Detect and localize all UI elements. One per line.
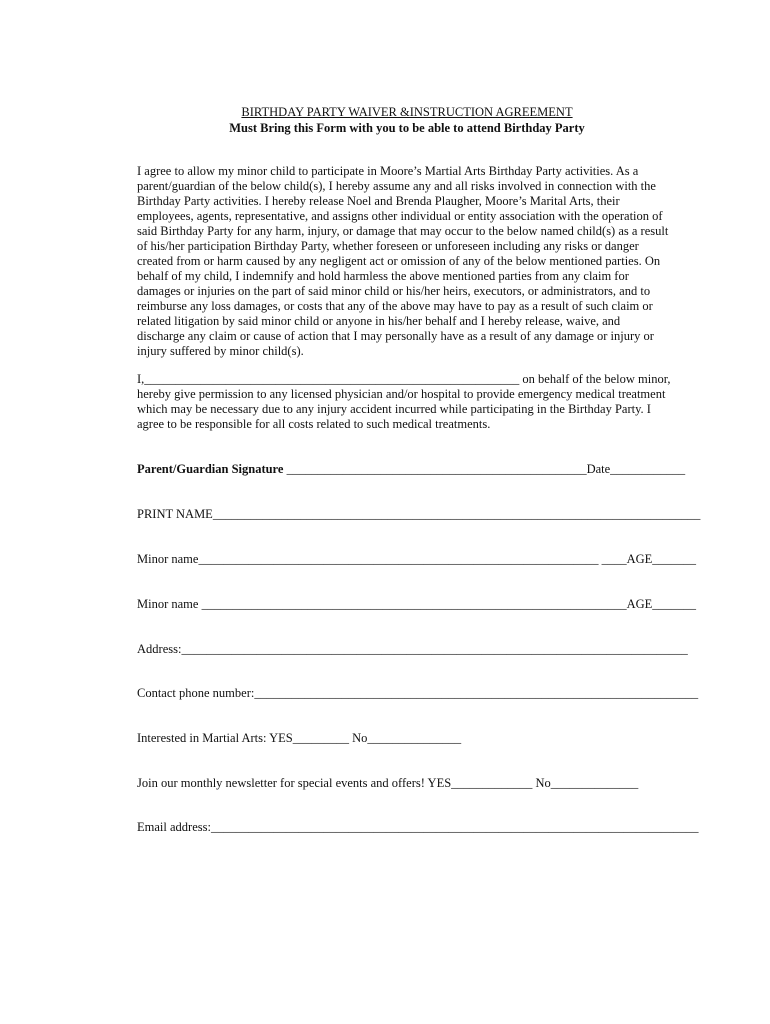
medical-line[interactable]: I,____________________________________________________________ on behalf of the below minor, — [137, 372, 671, 386]
waiver-line: damages or injuries on the part of said minor child or his/her heirs, executors, or administrators, and to — [137, 284, 651, 298]
waiver-paragraph — [137, 164, 677, 359]
date-field[interactable]: Date____________ — [586, 462, 686, 476]
minor-name-field-1[interactable]: Minor name________________________________________________________________ ____AGE_______ — [137, 552, 697, 566]
medical-line: agree to be responsible for all costs related to such medical treatments. — [137, 417, 491, 431]
waiver-line: parent/guardian of the below child(s), I hereby assume any and all risks involved in connection with the — [137, 179, 656, 193]
martial-arts-interest-field[interactable]: Interested in Martial Arts: YES_________ No_______________ — [137, 731, 462, 745]
waiver-line: created from or harm caused by any negligent act or omission of any of the below mentioned parties. On — [137, 254, 661, 268]
waiver-line: said Birthday Party for any harm, injury, or damage that may occur to the below named child(s) as a result — [137, 224, 669, 238]
waiver-line: Birthday Party activities. I hereby release Noel and Brenda Plaugher, Moore’s Marital Arts, their — [137, 194, 620, 208]
minor-name-field-2[interactable]: Minor name ____________________________________________________________________AGE_______ — [137, 597, 697, 611]
signature-field[interactable] — [137, 461, 685, 477]
signature-label: Parent/Guardian Signature — [137, 462, 284, 476]
waiver-line: reimburse any loss damages, or costs that any of the above may have to pay as a result of such claim or — [137, 299, 653, 313]
form-subtitle: Must Bring this Form with you to be able to attend Birthday Party — [229, 121, 585, 135]
form-title: BIRTHDAY PARTY WAIVER &INSTRUCTION AGREEMENT — [241, 105, 573, 119]
waiver-line: injury suffered by minor child(s). — [137, 344, 304, 358]
phone-field[interactable]: Contact phone number:_______________________________________________________________________ — [137, 686, 699, 700]
waiver-line: related litigation by said minor child or anyone in his/her behalf and I hereby release, waive, and — [137, 314, 621, 328]
waiver-line: behalf of my child, I indemnify and hold harmless the above mentioned parties from any claim for — [137, 269, 629, 283]
waiver-line: I agree to allow my minor child to participate in Moore’s Martial Arts Birthday Party activities. As a — [137, 164, 639, 178]
print-name-field[interactable]: PRINT NAME______________________________________________________________________________ — [137, 507, 701, 521]
waiver-line: employees, agents, representative, and assigns other individual or entity association with the operation of — [137, 209, 663, 223]
newsletter-field[interactable]: Join our monthly newsletter for special events and offers! YES_____________ No______________ — [137, 776, 639, 790]
email-field[interactable]: Email address:______________________________________________________________________________ — [137, 820, 699, 834]
medical-line: which may be necessary due to any injury accident incurred while participating in the Birthday Party. I — [137, 402, 651, 416]
medical-consent-paragraph — [137, 372, 677, 432]
address-field[interactable]: Address:_________________________________________________________________________________ — [137, 642, 688, 656]
signature-line[interactable]: ________________________________________________ — [283, 462, 587, 476]
waiver-line: of his/her participation Birthday Party, whether foreseen or unforeseen including any risks or danger — [137, 239, 639, 253]
medical-line: hereby give permission to any licensed physician and/or hospital to provide emergency medical treatment — [137, 387, 666, 401]
waiver-line: discharge any claim or cause of action that I may personally have as a result of any damage or injury or — [137, 329, 654, 343]
